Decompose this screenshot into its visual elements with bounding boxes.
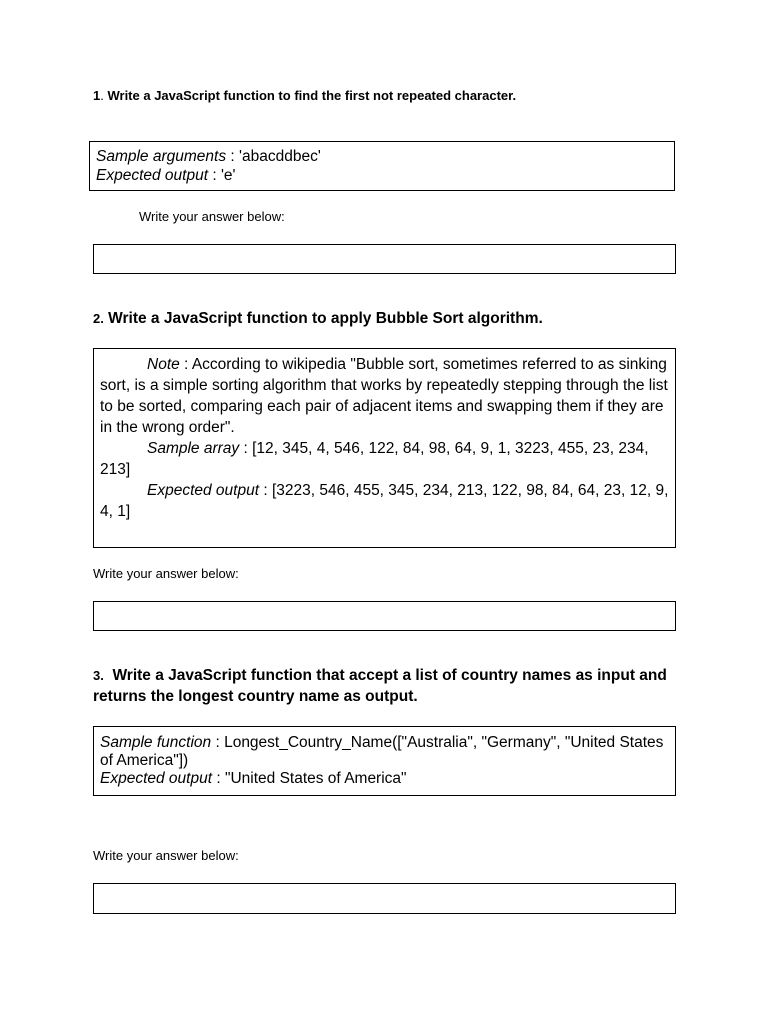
question-3-expected-value: : "United States of America" xyxy=(212,770,407,787)
question-3-number: 3. xyxy=(93,668,104,683)
question-3-sample-value: : Longest_Country_Name(["Australia", "Germany", "United States of America"]) xyxy=(100,734,664,769)
question-2-note-paragraph xyxy=(100,354,669,438)
question-2-answer-box[interactable] xyxy=(93,601,676,631)
question-2-heading xyxy=(93,309,693,329)
question-1-expected-value: : 'e' xyxy=(208,167,236,184)
question-1-text: Write a JavaScript function to find the first not repeated character. xyxy=(107,88,517,103)
question-1-sample-line xyxy=(96,147,668,166)
question-2-expected-value: : [3223, 546, 455, 345, 234, 213, 122, 98, 84, 64, 23, 12, 9, 4, 1] xyxy=(100,482,669,520)
question-2-note-box xyxy=(93,348,676,548)
question-3-expected-line xyxy=(100,770,669,788)
question-2-note-text: : According to wikipedia "Bubble sort, sometimes referred to as sinking sort, is a simple sorting algorithm that works by repeatedly stepping through the list to be sorted, comparing each pair of adjacent items and swapping them if they are in the wrong order". xyxy=(100,356,668,436)
question-2-expected-paragraph xyxy=(100,480,669,522)
question-2-sample-paragraph xyxy=(100,438,669,480)
question-1-heading xyxy=(93,87,693,105)
question-3-heading xyxy=(93,665,673,707)
question-2-expected-label: Expected output xyxy=(147,482,260,499)
question-1-sample-label: Sample arguments xyxy=(96,148,227,165)
question-2-sample-value: : [12, 345, 4, 546, 122, 84, 98, 64, 9, 1, 3223, 455, 23, 234, 213] xyxy=(100,440,649,478)
question-3-expected-label: Expected output xyxy=(100,770,213,787)
question-2-number: 2. xyxy=(93,311,104,326)
question-2-note-label: Note xyxy=(147,356,180,373)
question-1-sample-box xyxy=(89,141,675,191)
question-1-answer-box[interactable] xyxy=(93,244,676,274)
question-1-answer-prompt: Write your answer below: xyxy=(139,209,285,224)
question-1-number: 1 xyxy=(93,88,101,103)
question-3-answer-prompt: Write your answer below: xyxy=(93,848,239,863)
question-3-sample-line xyxy=(100,734,669,770)
question-2-sample-label: Sample array xyxy=(147,440,240,457)
question-1-expected-label: Expected output xyxy=(96,167,209,184)
question-2-answer-prompt: Write your answer below: xyxy=(93,566,239,581)
question-2-text: Write a JavaScript function to apply Bubble Sort algorithm. xyxy=(103,310,543,327)
question-1-number-suffix: . xyxy=(100,88,108,103)
question-3-text: Write a JavaScript function that accept a list of country names as input and returns the longest country name as output. xyxy=(93,667,672,705)
question-1-sample-value: : 'abacddbec' xyxy=(226,148,321,165)
question-3-sample-label: Sample function xyxy=(100,734,212,751)
question-1-expected-line xyxy=(96,166,668,185)
question-3-answer-box[interactable] xyxy=(93,883,676,914)
question-3-sample-box xyxy=(93,726,676,796)
